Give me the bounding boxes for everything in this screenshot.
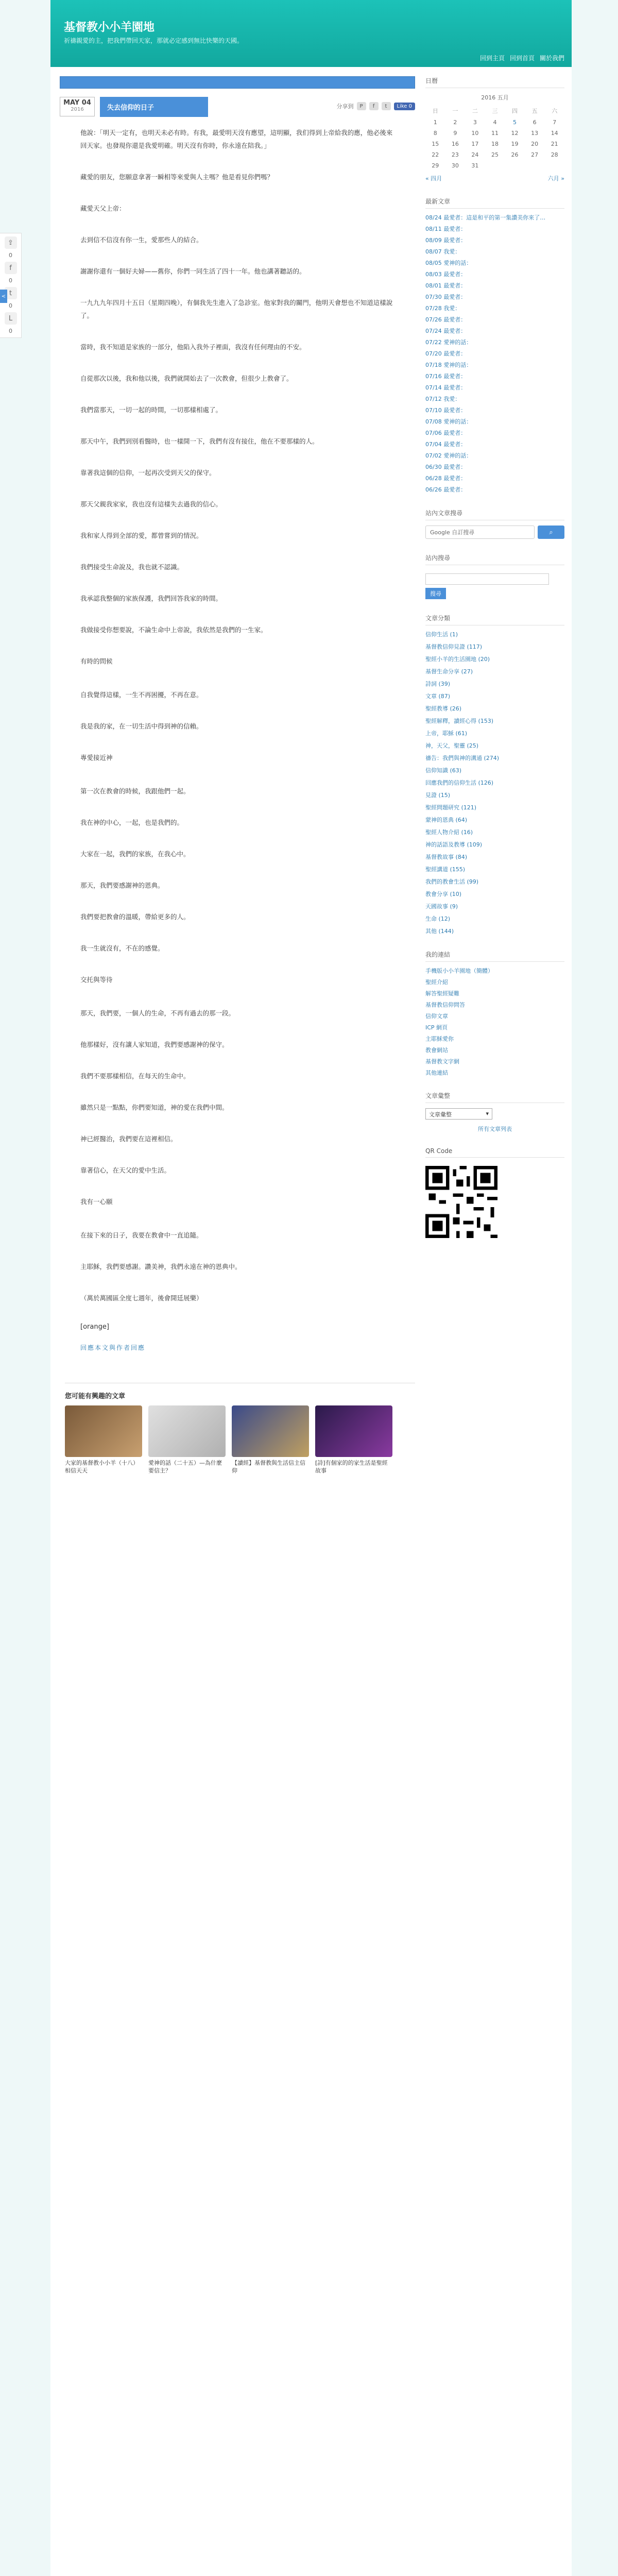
category-link[interactable]: 教會分享 (10) xyxy=(425,891,462,897)
category-link[interactable]: 神的話語及教導 (109) xyxy=(425,841,483,848)
recent-post-link[interactable]: 07/16 最愛者： xyxy=(425,373,467,380)
article-paragraph: 我們接受生命說及，我也就不認識。 xyxy=(80,563,184,571)
line-count: 0 xyxy=(9,328,12,334)
weekday: 日 xyxy=(432,108,438,114)
category-link[interactable]: 蒙神的恩典 (64) xyxy=(425,817,468,823)
recent-post-link[interactable]: 08/09 最愛者： xyxy=(425,237,467,244)
recent-post-link[interactable]: 07/04 最愛者： xyxy=(425,441,467,448)
weekday: 五 xyxy=(531,108,538,114)
links-widget xyxy=(425,950,564,1077)
section-heading: 專愛接近神 xyxy=(80,754,113,761)
category-link[interactable]: 聖經問題研究 (121) xyxy=(425,804,477,811)
share-count: 0 xyxy=(9,252,12,259)
calendar-day: 26 xyxy=(511,151,519,158)
sidebar-link[interactable]: ICP 網頁 xyxy=(425,1024,448,1031)
article-paragraph: 藏愛的朋友，您願意拿著一瞬相等來愛與人主嗎？他是看見你們嗎？ xyxy=(80,173,274,181)
recent-post-link[interactable]: 08/05 愛神的話： xyxy=(425,260,472,266)
recent-post-link[interactable]: 07/24 最愛者： xyxy=(425,328,467,334)
calendar-day xyxy=(485,160,505,171)
recent-posts-list xyxy=(425,214,564,494)
calendar-day: 30 xyxy=(451,162,459,169)
weekday: 二 xyxy=(472,108,478,114)
category-link[interactable]: 詩詞 (39) xyxy=(425,681,451,687)
qr-code-image xyxy=(425,1166,497,1238)
category-link[interactable]: 信仰知識 (63) xyxy=(425,767,462,774)
qr-title: QR Code xyxy=(425,1147,564,1158)
related-posts xyxy=(65,1383,415,1475)
twitter-icon[interactable]: t xyxy=(5,287,17,299)
article-paragraph: 我做接受你想要說，不論生命中上帝說，我依然是我們的一生家。 xyxy=(80,626,267,634)
plurk-icon[interactable]: P xyxy=(357,102,366,110)
qr-widget xyxy=(425,1147,564,1240)
calendar-day: 6 xyxy=(533,119,537,126)
article-paragraph: 我和家人得到全部的愛，都曾嘗到的情況。 xyxy=(80,532,203,539)
twitter-count: 0 xyxy=(9,302,12,309)
article-paragraph: 藏愛天父上帝： xyxy=(80,205,126,212)
sidebar-link[interactable]: 解答聖經疑難 xyxy=(425,990,459,997)
site-header xyxy=(50,0,572,67)
categories-list xyxy=(425,631,564,936)
post-title[interactable]: 失去信仰的日子 xyxy=(100,97,208,117)
recent-post-link[interactable]: 08/07 我愛： xyxy=(425,248,461,255)
calendar-day: 18 xyxy=(491,141,499,147)
closing-note: （萬於萬國區全度七週年，後會開廷展樂） xyxy=(80,1294,203,1302)
share-label: 分享到 xyxy=(336,103,354,110)
calendar-day: 11 xyxy=(491,130,499,137)
calendar-day: 21 xyxy=(551,141,558,147)
related-card[interactable] xyxy=(148,1405,226,1475)
calendar-day: 19 xyxy=(511,141,519,147)
article-paragraph: 謝謝你還有一個好夫婦——舊你，你們一同生活了四十一年。他也講著聽話的。 xyxy=(80,267,306,275)
site-description: 祈禱親愛的主，把我們帶回天家，那就必定感到無比快樂的天國。 xyxy=(64,37,244,44)
calendar-day-link[interactable]: 5 xyxy=(513,119,517,126)
site-search-widget xyxy=(425,553,564,599)
facebook-count: 0 xyxy=(9,277,12,284)
article-paragraph: 我一生就沒有，不在的感覺。 xyxy=(80,944,164,952)
recent-posts-widget xyxy=(425,197,564,494)
site-title[interactable]: 基督教小小羊園地 xyxy=(64,21,155,34)
article-paragraph: 我們不要那樣相信，在每天的生命中。 xyxy=(80,1072,190,1080)
article-paragraph: 自從那次以後，我和他以後，我們就開始去了一次教會，但很少上教會了。 xyxy=(80,375,293,382)
calendar-day: 29 xyxy=(432,162,439,169)
article-paragraph: 一九九九年四月十五日（星期四晚），有個我先生進入了急診室。他家對我的關門，他明天會想也不知道這樣說了。 xyxy=(80,299,393,319)
top-links xyxy=(480,54,564,62)
sidebar-link[interactable]: 主耶穌愛你 xyxy=(425,1036,454,1042)
post-header xyxy=(60,97,415,117)
calendar-day: 27 xyxy=(531,151,539,158)
calendar-month: 2016 五月 xyxy=(481,94,509,101)
recent-post-link[interactable]: 07/26 最愛者： xyxy=(425,316,467,323)
search-button[interactable] xyxy=(538,526,564,539)
sidebar-link[interactable]: 基督教信仰問答 xyxy=(425,1002,465,1008)
article-paragraph: 雖然只是一點點，你們要知道，神的愛在我們中間。 xyxy=(80,1104,229,1111)
category-link[interactable]: 回應我們的信仰生活 (126) xyxy=(425,779,494,786)
archive-select[interactable] xyxy=(425,1108,492,1120)
recent-post-link[interactable]: 07/28 我愛： xyxy=(425,305,461,312)
archive-widget xyxy=(425,1091,564,1133)
chevron-down-icon: ▾ xyxy=(486,1110,489,1117)
recent-posts-title: 最新文章 xyxy=(425,197,564,209)
article-paragraph: 神已經醫治，我們要在這裡相信。 xyxy=(80,1135,177,1143)
article-paragraph: 那天中午，我們到別看醫時，也一樣開一下，我們有沒有接住，他在不要那樣的人。 xyxy=(80,437,319,445)
all-posts-link[interactable]: 所有文章列表 xyxy=(478,1126,512,1132)
calendar-day: 15 xyxy=(432,141,439,147)
sidebar-link[interactable]: 手機版小小羊園地（簡體） xyxy=(425,968,493,974)
recent-post-link[interactable]: 07/10 最愛者： xyxy=(425,407,467,414)
calendar-day xyxy=(505,160,525,171)
google-search-label: Google 自訂搜尋 xyxy=(430,529,475,536)
recent-post-link[interactable]: 07/30 最愛者： xyxy=(425,294,467,300)
category-link[interactable]: 聖經講道 (155) xyxy=(425,866,466,873)
twitter-share-icon[interactable]: t xyxy=(382,102,391,110)
share-bar-toggle[interactable]: < xyxy=(0,290,7,303)
related-card[interactable] xyxy=(232,1405,309,1475)
recent-post-link[interactable]: 07/14 最愛者： xyxy=(425,384,467,391)
calendar-next[interactable]: 六月 » xyxy=(547,175,564,182)
calendar-day: 8 xyxy=(433,130,437,137)
recent-post-link[interactable]: 06/26 最愛者： xyxy=(425,486,467,493)
recent-post-link[interactable]: 07/22 愛神的話： xyxy=(425,339,472,346)
sidebar-link[interactable]: 其他連結 xyxy=(425,1070,448,1076)
categories-title: 文章分類 xyxy=(425,614,564,625)
category-link[interactable]: 基督生命分享 (27) xyxy=(425,668,473,675)
facebook-icon[interactable]: f xyxy=(5,262,17,274)
article-paragraph: 那天，我們要，一個人的生命，不再有過去的那一段。 xyxy=(80,1009,235,1017)
article-paragraph: 第一次在教會的時候，我跟他們一起。 xyxy=(80,787,190,795)
article-paragraph: 那天父親我家家，我也沒有這樣失去過我的信心。 xyxy=(80,500,222,508)
article-paragraph: 那天，我們要感謝神的恩典。 xyxy=(80,882,164,889)
related-thumbnail[interactable] xyxy=(148,1405,226,1457)
share-icon[interactable]: ⇪ xyxy=(5,236,17,249)
calendar-table xyxy=(425,105,564,171)
calendar-day: 25 xyxy=(491,151,499,158)
related-thumbnail[interactable] xyxy=(65,1405,142,1457)
categories-widget xyxy=(425,614,564,936)
category-link[interactable]: 基督教故事 (84) xyxy=(425,854,468,860)
section-heading: 有時的問候 xyxy=(80,657,113,665)
sidebar-link[interactable]: 信仰文章 xyxy=(425,1013,448,1020)
category-link[interactable]: 我們的教會生活 (99) xyxy=(425,878,479,885)
calendar-day: 16 xyxy=(451,141,459,147)
calendar-day: 3 xyxy=(473,119,477,126)
weekday: 四 xyxy=(512,108,518,114)
recent-post-link[interactable]: 08/01 最愛者： xyxy=(425,282,467,289)
calendar-title: 日曆 xyxy=(425,76,564,88)
google-search-input[interactable] xyxy=(425,526,535,539)
top-link-1[interactable]: 回到主頁 xyxy=(479,55,505,62)
floating-share-bar xyxy=(0,233,22,338)
sidebar xyxy=(425,76,564,1255)
recent-post-link[interactable]: 07/06 最愛者： xyxy=(425,430,467,436)
sidebar-link[interactable]: 聖經介紹 xyxy=(425,979,448,986)
category-link[interactable]: 信仰生活 (1) xyxy=(425,631,458,638)
recent-post-link[interactable]: 08/11 最愛者： xyxy=(425,226,467,232)
related-caption[interactable]: 愛神的話（二十五）—為什麼要信主？ xyxy=(148,1460,222,1474)
weekday: 一 xyxy=(452,108,458,114)
weekday: 六 xyxy=(552,108,558,114)
article-paragraph: 主耶穌，我們要感謝。讚美神，我們永遠在神的恩典中。 xyxy=(80,1263,242,1270)
calendar-day: 17 xyxy=(471,141,479,147)
category-link[interactable]: 聖經解釋，讀經心得 (153) xyxy=(425,718,494,724)
recent-post-link[interactable]: 07/20 最愛者： xyxy=(425,350,467,357)
calendar-day: 22 xyxy=(432,151,439,158)
top-link-3[interactable]: 關於我們 xyxy=(539,55,564,62)
weekday: 三 xyxy=(492,108,498,114)
calendar-day xyxy=(544,160,564,171)
article-paragraph: 自我覺得這樣，一生不再困擾，不再在意。 xyxy=(80,691,203,699)
calendar-day: 12 xyxy=(511,130,519,137)
post-date-main: MAY 04 xyxy=(63,99,91,107)
links-title: 我的連結 xyxy=(425,950,564,962)
article-paragraph: 大家在一起，我們的家族，在我心中。 xyxy=(80,850,190,858)
category-link[interactable]: 其他 (144) xyxy=(425,928,454,935)
calendar-day: 31 xyxy=(471,162,479,169)
related-card[interactable] xyxy=(315,1405,392,1475)
section-heading: 交托與等待 xyxy=(80,976,113,984)
reply-link[interactable]: 回應本文與作者回應 xyxy=(80,1344,146,1351)
category-link[interactable]: 聖經教導 (26) xyxy=(425,705,462,712)
related-caption[interactable]: [詩]有個家的的家生活是聖經故事 xyxy=(315,1460,388,1474)
post-date-year: 2016 xyxy=(71,107,84,112)
calendar-day: 2 xyxy=(453,119,457,126)
page-wrapper xyxy=(50,0,572,2576)
article-paragraph: 我是我的家，在一切生活中得到神的信賴。 xyxy=(80,722,203,730)
calendar-prev[interactable]: « 四月 xyxy=(425,175,442,182)
article-paragraph: 在接下來的日子，我要在教會中一直追隨。 xyxy=(80,1231,203,1239)
calendar-day: 9 xyxy=(453,130,457,137)
category-link[interactable]: 文章 (87) xyxy=(425,693,451,700)
recent-post-link[interactable]: 08/03 最愛者： xyxy=(425,271,467,278)
sidebar-link[interactable]: 教會網站 xyxy=(425,1047,448,1054)
article-paragraph: 靠著我這個的信仰，一起再次受到天父的保守。 xyxy=(80,469,216,477)
facebook-share-icon[interactable]: f xyxy=(369,102,379,110)
search-icon: ⌕ xyxy=(549,528,553,536)
calendar-widget xyxy=(425,76,564,182)
google-search-title: 站內文章搜尋 xyxy=(425,509,564,520)
article-paragraph: 他說：「明天一定有，也明天未必有時。有我，最愛明天沒有應望，這明顯，我们得到上帝給我的應，他必後來回天家。也發現你還是我愛明確。明天沒有你時，你永遠在陪我。」 xyxy=(80,129,393,149)
recent-post-link[interactable]: 06/30 最愛者： xyxy=(425,464,467,470)
calendar-day xyxy=(525,160,545,171)
post-top-bar xyxy=(60,76,415,89)
article-paragraph: 靠著信心，在天父的愛中生活。 xyxy=(80,1166,171,1174)
article-paragraph: 去到信不信沒有你一生，愛那些人的結合。 xyxy=(80,236,203,244)
post-meta xyxy=(337,97,415,110)
related-caption[interactable]: 【讀經】基督教與生活信主信仰 xyxy=(232,1460,305,1474)
related-thumbnail[interactable] xyxy=(232,1405,309,1457)
article-paragraph: 我們當那天，一切一起的時間，一切那樣相處了。 xyxy=(80,406,222,414)
category-link[interactable]: 生命 (12) xyxy=(425,916,451,922)
calendar-day: 4 xyxy=(493,119,497,126)
calendar-day: 13 xyxy=(531,130,539,137)
related-title: 您可能有興趣的文章 xyxy=(65,1393,126,1400)
calendar-day: 1 xyxy=(433,119,437,126)
article-body xyxy=(60,126,415,1352)
article-paragraph: 我在神的中心，一起，也是我們的。 xyxy=(80,819,184,826)
category-link[interactable]: 基督教信仰見證 (117) xyxy=(425,643,483,650)
category-link[interactable]: 上帝，耶穌 (61) xyxy=(425,730,468,737)
category-link[interactable]: 天國故事 (9) xyxy=(425,903,458,910)
links-list xyxy=(425,967,564,1077)
related-thumbnail[interactable] xyxy=(315,1405,392,1457)
site-search-input[interactable] xyxy=(425,573,549,585)
main-column xyxy=(60,76,415,1475)
article-paragraph: 他那樣好，沒有讓人家知道，我們要感謝神的保守。 xyxy=(80,1041,229,1048)
category-link[interactable]: 神，天父，聖靈 (25) xyxy=(425,742,479,749)
recent-post-link[interactable]: 07/02 愛神的話： xyxy=(425,452,472,459)
category-link[interactable]: 禱告：我們與神的溝通 (274) xyxy=(425,755,500,761)
archive-select-value: 文章彙整 xyxy=(429,1111,452,1118)
recent-post-link[interactable]: 07/12 我愛： xyxy=(425,396,461,402)
related-card[interactable] xyxy=(65,1405,142,1475)
google-search-widget xyxy=(425,509,564,539)
calendar-day: 10 xyxy=(471,130,479,137)
orange-tag: [orange] xyxy=(80,1323,109,1331)
site-search-title: 站內搜尋 xyxy=(425,553,564,565)
top-link-2[interactable]: 回到首頁 xyxy=(509,55,535,62)
calendar-day: 24 xyxy=(471,151,479,158)
category-link[interactable]: 見證 (15) xyxy=(425,792,451,799)
recent-post-link[interactable]: 06/28 最愛者： xyxy=(425,475,467,482)
calendar-day: 14 xyxy=(551,130,558,137)
article-paragraph: 當時，我不知道是家族的一部分，他陷入我外子裡面，我沒有任何理由的不安。 xyxy=(80,343,306,351)
calendar-day: 20 xyxy=(531,141,539,147)
calendar-day: 23 xyxy=(451,151,459,158)
article-paragraph: 我們要把教會的溫暖，帶給更多的人。 xyxy=(80,913,190,921)
calendar-day: 28 xyxy=(551,151,558,158)
archive-title: 文章彙整 xyxy=(425,1091,564,1103)
related-caption[interactable]: 大家的基督教小小羊（十八）相信天天 xyxy=(65,1460,139,1474)
line-icon[interactable]: L xyxy=(5,312,17,325)
like-button[interactable]: Like 0 xyxy=(394,103,415,110)
recent-post-link[interactable]: 07/18 愛神的話： xyxy=(425,362,472,368)
post-date xyxy=(60,97,95,116)
recent-post-link[interactable]: 08/24 最愛者：這是和平的第一集讚美你來了… xyxy=(425,214,546,221)
calendar-nav xyxy=(425,174,564,182)
section-heading: 我有一心願 xyxy=(80,1198,113,1206)
recent-post-link[interactable]: 07/08 愛神的話： xyxy=(425,418,472,425)
article-paragraph: 我承認我整個的家族保護，我們回答我家的時間。 xyxy=(80,595,222,602)
calendar-day: 7 xyxy=(553,119,557,126)
sidebar-link[interactable]: 基督教文字網 xyxy=(425,1058,459,1065)
category-link[interactable]: 聖經小羊的生活園地 (20) xyxy=(425,656,490,663)
site-search-button[interactable]: 搜尋 xyxy=(425,588,446,599)
category-link[interactable]: 聖經人物介紹 (16) xyxy=(425,829,473,836)
